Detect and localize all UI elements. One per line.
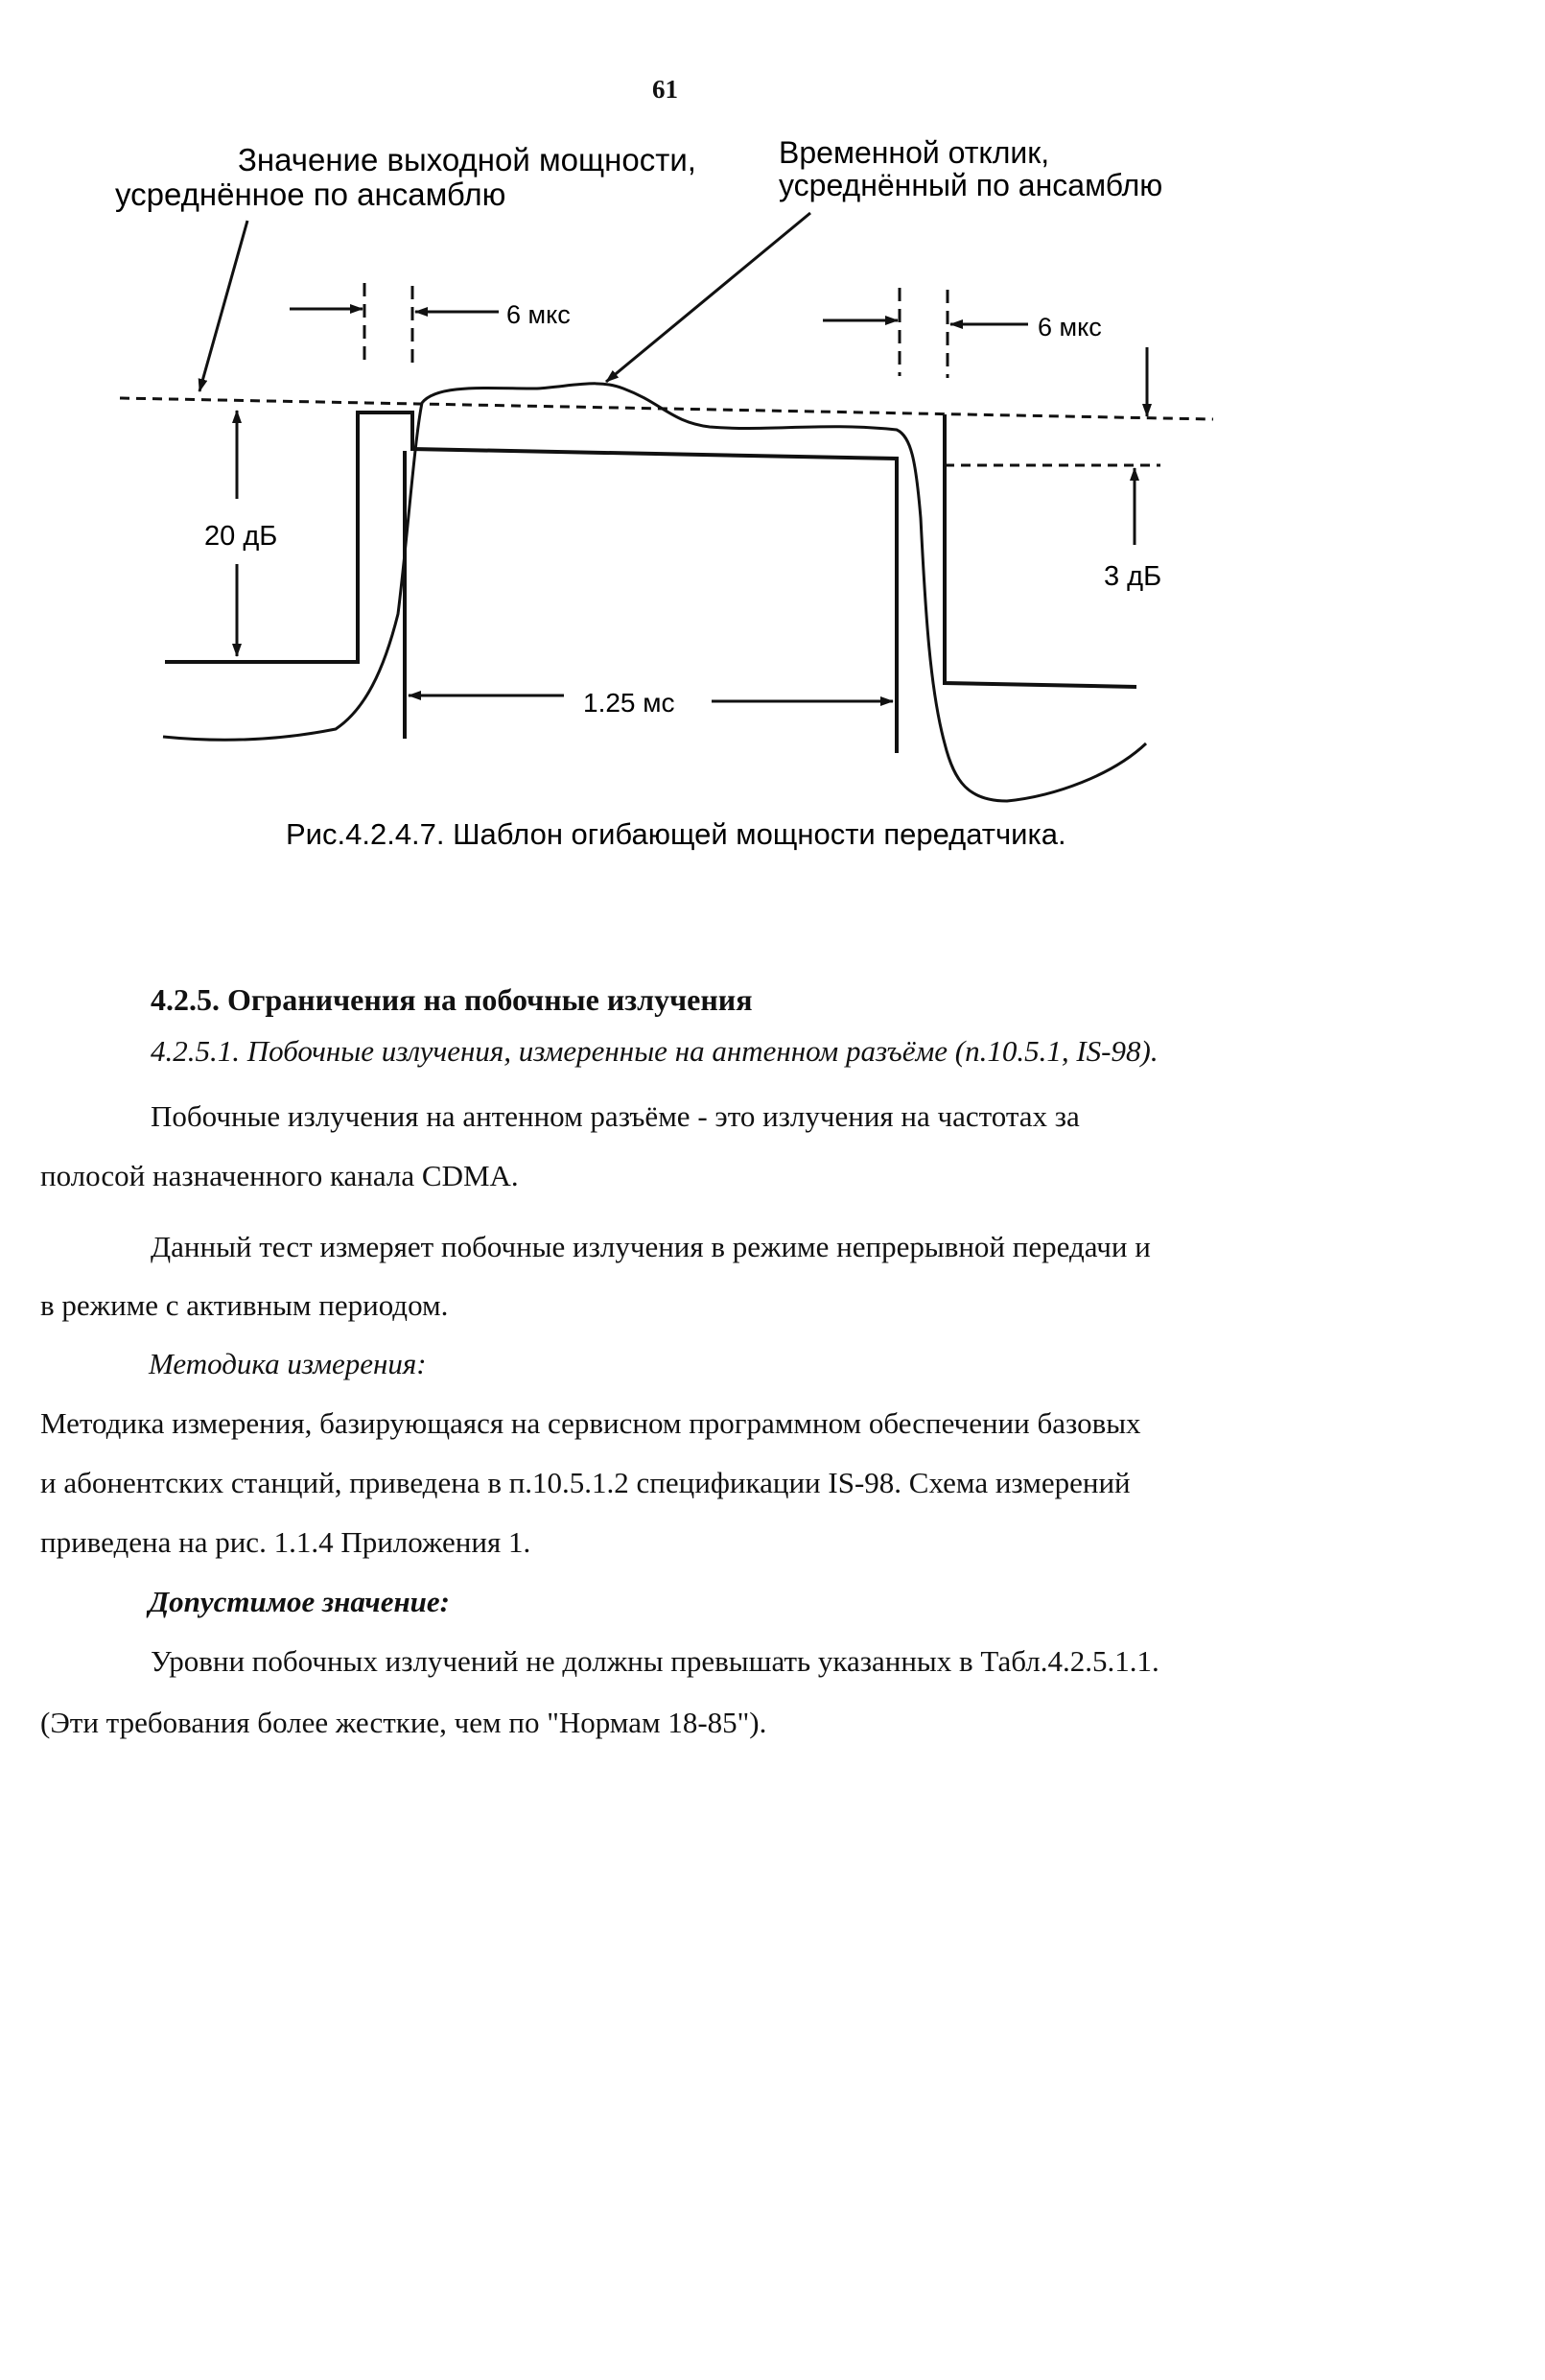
label-power-avg-line2: усреднённое по ансамблю: [115, 177, 506, 212]
time-response-curve: [163, 384, 1146, 801]
page-number: 61: [652, 75, 678, 104]
label-6us-left: 6 мкс: [506, 300, 571, 329]
label-3db: 3 дБ: [1104, 561, 1162, 592]
paragraph-3-line-2: и абонентских станций, приведена в п.10.5.1.2 спецификации IS-98. Схема измерений: [40, 1466, 1131, 1499]
label-6us-right: 6 мкс: [1038, 313, 1102, 342]
label-20db: 20 дБ: [204, 521, 278, 552]
paragraph-4-line-1: Уровни побочных излучений не должны превышать указанных в Табл.4.2.5.1.1.: [151, 1644, 1159, 1678]
subsection-heading: 4.2.5.1. Побочные излучения, измеренные на антенном разъёме (п.10.5.1, IS-98).: [151, 1034, 1159, 1068]
mask-upper-right-step: [945, 414, 1136, 687]
allowed-value-heading: Допустимое значение:: [149, 1585, 450, 1618]
pointer-line-time-response: [606, 213, 810, 382]
paragraph-2-line-1: Данный тест измеряет побочные излучения в режиме непрерывной передачи и: [151, 1230, 1151, 1263]
paragraph-1-line-1: Побочные излучения на антенном разъёме - это излучения на частотах за: [151, 1099, 1080, 1133]
figure-caption: Рис.4.2.4.7. Шаблон огибающей мощности передатчика.: [286, 817, 1066, 851]
dashed-line-average-power: [120, 398, 1213, 419]
pointer-line-power-avg: [199, 221, 247, 391]
paragraph-1-line-2: полосой назначенного канала CDMA.: [40, 1159, 519, 1192]
paragraph-3-line-3: приведена на рис. 1.1.4 Приложения 1.: [40, 1525, 531, 1559]
paragraph-3-line-1: Методика измерения, базирующаяся на сервисном программном обеспечении базовых: [40, 1406, 1141, 1440]
label-power-avg-line1: Значение выходной мощности,: [238, 142, 696, 177]
label-time-response-line2: усреднённый по ансамблю: [779, 168, 1163, 202]
power-envelope-mask-diagram: [0, 0, 1545, 863]
paragraph-2-line-2: в режиме с активным периодом.: [40, 1288, 449, 1322]
method-heading: Методика измерения:: [149, 1347, 427, 1380]
paragraph-4-line-2: (Эти требования более жесткие, чем по "Нормам 18-85").: [40, 1706, 767, 1739]
label-125ms: 1.25 мс: [583, 688, 675, 718]
section-heading: 4.2.5. Ограничения на побочные излучения: [151, 982, 753, 1017]
label-time-response-line1: Временной отклик,: [779, 135, 1050, 170]
